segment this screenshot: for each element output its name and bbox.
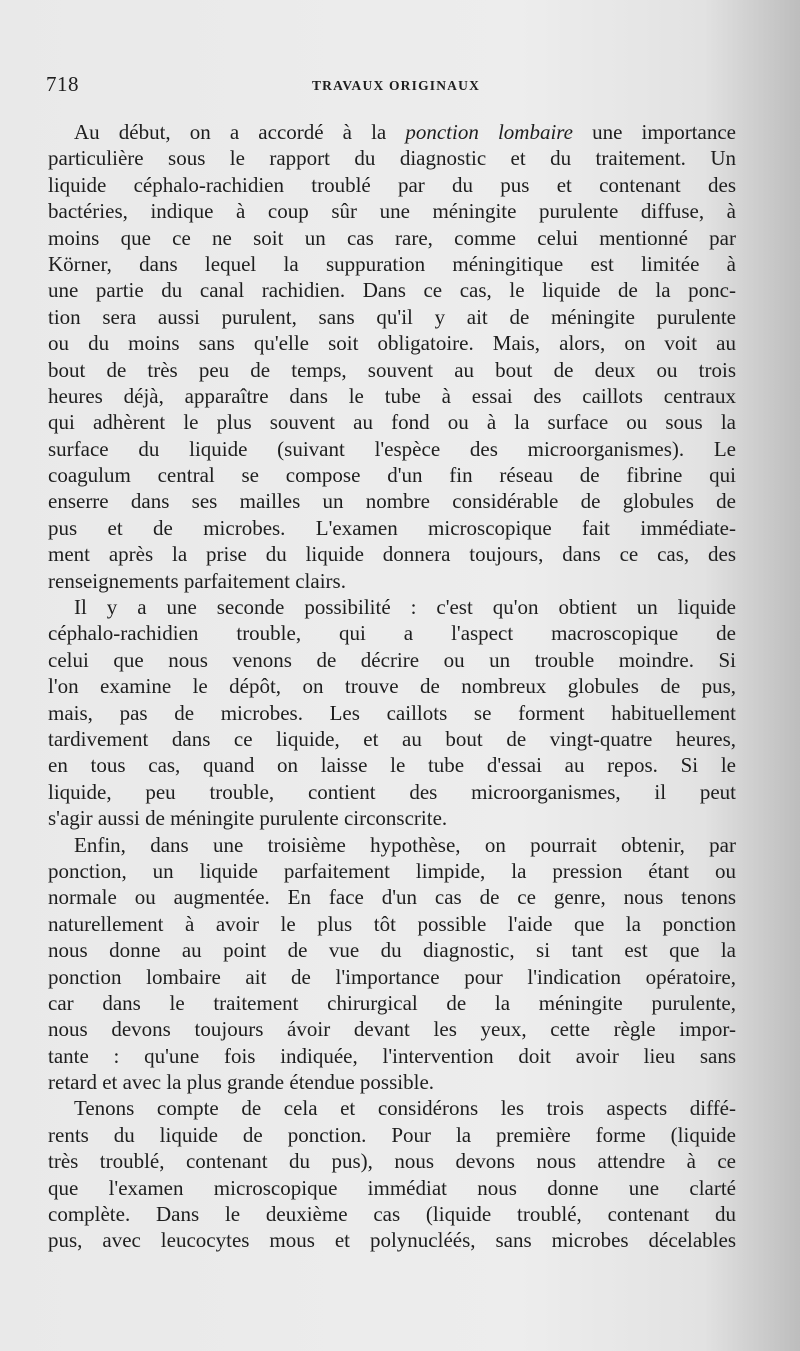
text-line: qui adhèrent le plus souvent au fond ou à la surface ou sous la [48,410,736,435]
text-line: mais, pas de microbes. Les caillots se forment habituellement [48,700,736,725]
text-line: liquide céphalo-rachidien troublé par du pus et contenant des [48,172,736,197]
text-line: Enfin, dans une troisième hypothèse, on pourrait obtenir, par [74,832,736,857]
text-line: pus, avec leucocytes mous et polynucléés, sans microbes décelables [48,1228,736,1253]
text-line: retard et avec la plus grande étendue possible. [48,1070,435,1095]
text-line: nous devons toujours ávoir devant les yeux, cette règle impor- [48,1017,736,1042]
text-line: Tenons compte de cela et considérons les trois aspects diffé- [74,1096,736,1121]
text-line: celui que nous venons de décrire ou un trouble moindre. Si [48,647,736,672]
text-segment: Au début, on a accordé à la [74,120,406,144]
text-line: une partie du canal rachidien. Dans ce cas, le liquide de la ponc- [48,278,736,303]
text-line: rents du liquide de ponction. Pour la première forme (liquide [48,1122,736,1147]
article-body [48,119,736,1254]
text-line: tion sera aussi purulent, sans qu'il y ait de méningite purulente [48,304,736,329]
text-line [48,119,736,145]
running-title: TRAVAUX ORIGINAUX [311,78,481,93]
text-line: heures déjà, apparaître dans le tube à essai des caillots centraux [48,383,736,408]
page-header [46,72,746,102]
text-line: ponction lombaire ait de l'importance pour l'indication opératoire, [48,964,736,989]
text-line: s'agir aussi de méningite purulente circonscrite. [48,806,448,831]
text-line: coagulum central se compose d'un fin réseau de fibrine qui [48,463,736,488]
text-line: céphalo-rachidien trouble, qui a l'aspect macroscopique de [48,621,736,646]
text-line: très troublé, contenant du pus), nous devons nous attendre à ce [48,1149,736,1174]
text-line: complète. Dans le deuxième cas (liquide troublé, contenant du [48,1202,736,1227]
text-line: liquide, peu trouble, contient des microorganismes, il peut [48,779,736,804]
text-line: surface du liquide (suivant l'espèce des microorganismes). Le [48,436,736,461]
text-line: renseignements parfaitement clairs. [48,568,346,593]
text-line: naturellement à avoir le plus tôt possible l'aide que la ponction [48,911,736,936]
text-line: bout de très peu de temps, souvent au bout de deux ou trois [48,357,736,382]
page-number: 718 [46,72,79,96]
text-line: nous donne au point de vue du diagnostic, si tant est que la [48,938,736,963]
text-line: bactéries, indique à coup sûr une méningite purulente diffuse, à [48,199,736,224]
text-line: normale ou augmentée. En face d'un cas de ce genre, nous tenons [48,885,736,910]
text-line: tante : qu'une fois indiquée, l'intervention doit avoir lieu sans [48,1043,736,1068]
text-line: l'on examine le dépôt, on trouve de nombreux globules de pus, [48,674,736,699]
text-line: ponction, un liquide parfaitement limpide, la pression étant ou [48,858,736,883]
text-line: Körner, dans lequel la suppuration méningitique est limitée à [48,251,736,276]
text-line: enserre dans ses mailles un nombre considérable de globules de [48,489,736,514]
italic-term: ponction lombaire [405,120,573,144]
text-line: moins que ce ne soit un cas rare, comme celui mentionné par [48,225,736,250]
text-line: Il y a une seconde possibilité : c'est qu'on obtient un liquide [74,595,736,620]
text-line: que l'examen microscopique immédiat nous donne une clarté [48,1175,736,1200]
text-line: tardivement dans ce liquide, et au bout de vingt-quatre heures, [48,726,736,751]
text-segment: une importance [573,120,736,144]
text-line: en tous cas, quand on laisse le tube d'essai au repos. Si le [48,753,736,778]
text-line: particulière sous le rapport du diagnostic et du traitement. Un [48,146,736,171]
text-line: ment après la prise du liquide donnera toujours, dans ce cas, des [48,542,736,567]
text-line: ou du moins sans qu'elle soit obligatoire. Mais, alors, on voit au [48,331,736,356]
text-line: pus et de microbes. L'examen microscopique fait immédiate- [48,515,736,540]
text-line: car dans le traitement chirurgical de la méningite purulente, [48,990,736,1015]
